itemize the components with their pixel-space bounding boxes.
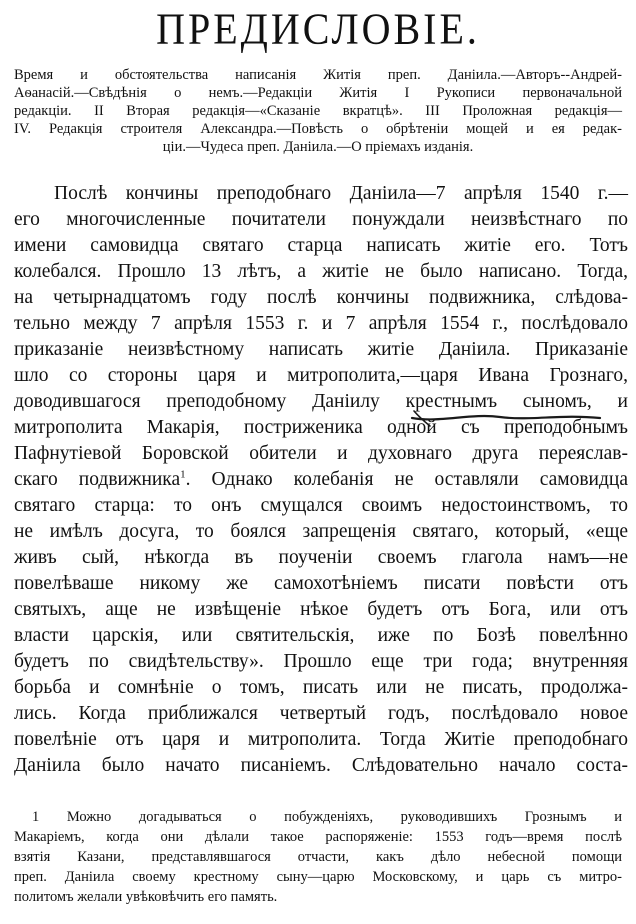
text-line: повелѣніе отъ царя и митрополита. Тогда Житіе преподобнаго xyxy=(14,729,628,750)
text-line: доводившагося преподобному Даніилу крестнымъ сыномъ, и xyxy=(14,391,628,412)
text-line: его многочисленные почитатели понуждали неизвѣстнаго по xyxy=(14,209,628,230)
summary-line: редакціи. II Вторая редакція—«Сказаніе вкратцѣ». III Проложная редакція— xyxy=(14,103,622,119)
text-line: Пафнутіевой Боровской обители и духовнаго друга переяслав- xyxy=(14,443,628,464)
text-line: приказаніе неизвѣстному написать житіе Даніила. Приказаніе xyxy=(14,339,628,360)
summary-line: IV. Редакція строителя Александра.—Повѣсть о обрѣтеніи мощей и ея редак- xyxy=(14,121,622,137)
footnote-reference[interactable]: 1 xyxy=(180,468,186,481)
text-fragment: . Однако колебанія не оставляли самовидца xyxy=(185,469,628,490)
text-line xyxy=(14,468,628,492)
footnote-line: 1 Можно догадываться о побужденіяхъ, руководившихъ Грознымъ и xyxy=(32,809,622,825)
text-line: святаго старца: то онъ смущался своимъ недостоинствомъ, то xyxy=(14,495,628,516)
text-line: лись. Когда приближался четвертый годъ, послѣдовало новое xyxy=(14,703,628,724)
text-line: имени самовидца святаго старца написать житіе его. Тотъ xyxy=(14,235,628,256)
text-line: будетъ по свидѣтельству». Прошло еще три года; внутренняя xyxy=(14,651,628,672)
footnote-line: взятія Казани, представлявшагося отчасти, какъ дѣло небесной помощи xyxy=(14,849,622,865)
text-line: повелѣваше никому же самохотѣніемъ писати повѣсти отъ xyxy=(14,573,628,594)
text-line: живъ сый, нѣкогда въ поученіи своемъ глагола намъ—не xyxy=(14,547,628,568)
text-line: на четырнадцатомъ году послѣ кончины подвижника, слѣдова- xyxy=(14,287,628,308)
text-line: митрополита Макарія, постриженика одной съ преподобнымъ xyxy=(14,417,628,438)
text-line: не имѣлъ досуга, то боялся запрещенія святаго, который, «еще xyxy=(14,521,628,542)
text-line: Даніила было начато писаніемъ. Слѣдовательно начало соста- xyxy=(14,755,628,776)
text-line: шло со стороны царя и митрополита,—царя Ивана Грознаго, xyxy=(14,365,628,386)
text-line: святыхъ, аще не извѣщеніе нѣкое будетъ отъ Бога, или отъ xyxy=(14,599,628,620)
text-fragment: скаго подвижника xyxy=(14,469,181,490)
summary-line: Время и обстоятельства написанія Житія преп. Даніила.—Авторъ--Андрей- xyxy=(14,67,622,83)
page-title: ПРЕДИСЛОВІЕ. xyxy=(156,3,480,54)
text-line: Послѣ кончины преподобнаго Даніила—7 апрѣля 1540 г.— xyxy=(54,183,628,204)
text-line: тельно между 7 апрѣля 1553 г. и 7 апрѣля 1554 г., послѣдовало xyxy=(14,313,628,334)
footnote-line: политомъ желали увѣковѣчить его память. xyxy=(14,889,278,905)
text-line: власти царскія, или святительскія, иже по Бозѣ повелѣнно xyxy=(14,625,628,646)
summary-line: ціи.—Чудеса преп. Даніила.—О пріемахъ изданія. xyxy=(162,139,474,155)
summary-line: Аѳанасій.—Свѣдѣнія о немъ.—Редакціи Житія I Рукописи первоначальной xyxy=(14,85,622,101)
footnote-line: Макаріемъ, когда они дѣлали такое распоряженіе: 1553 годъ—время послѣ xyxy=(14,829,622,845)
footnote-line: преп. Даніила своему крестному сыну—царю Московскому, и царь съ митро- xyxy=(14,869,622,885)
text-line: борьба и сомнѣніе о томъ, писать или не писать, продолжа- xyxy=(14,677,628,698)
text-line: колебался. Прошло 13 лѣтъ, а житіе не было написано. Тогда, xyxy=(14,261,628,282)
